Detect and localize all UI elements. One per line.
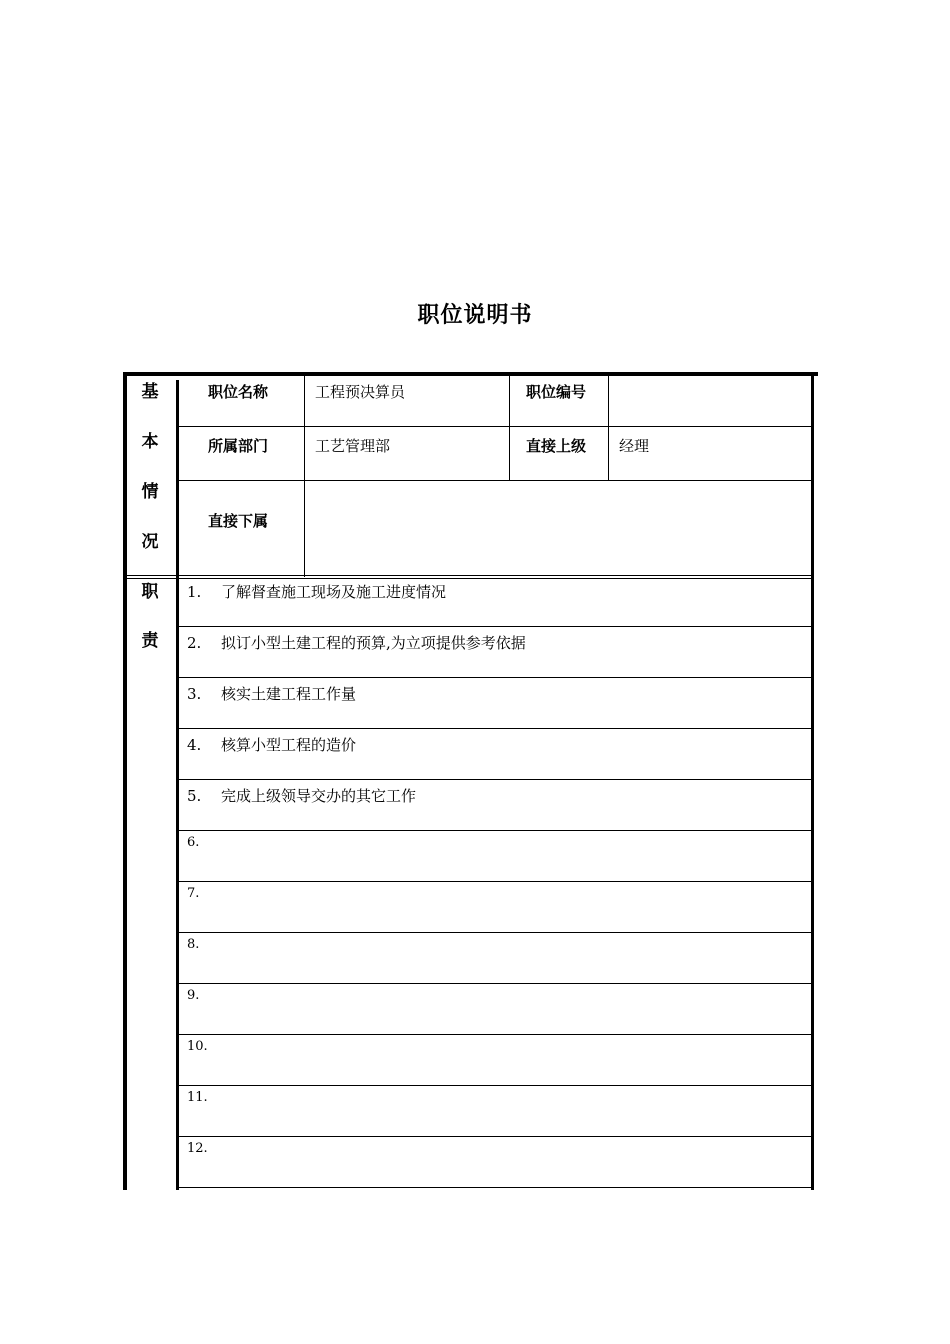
duty-text: 完成上级领导交办的其它工作 <box>221 787 417 805</box>
row-line <box>179 426 811 427</box>
section-label-duties-1: 职 <box>141 582 159 602</box>
duty-text: 拟订小型土建工程的预算,为立项提供参考依据 <box>221 634 526 652</box>
section-label-basic-2: 本 <box>141 432 159 452</box>
duty-row-line <box>179 830 811 831</box>
duty-number: 2. <box>187 634 202 652</box>
col-line <box>304 376 305 577</box>
duty-row-line <box>179 1136 811 1137</box>
duty-number: 3. <box>187 685 202 703</box>
position-no-label: 职位编号 <box>526 383 587 401</box>
duty-text: 核算小型工程的造价 <box>221 736 357 754</box>
duty-number: 12. <box>187 1141 208 1156</box>
right-border <box>811 372 814 1190</box>
supervisor-value: 经理 <box>619 437 650 455</box>
duty-number: 5. <box>187 787 202 805</box>
duty-number: 7. <box>187 886 200 901</box>
row-line <box>179 480 811 481</box>
duty-item-6 <box>187 833 221 853</box>
duty-row-line <box>179 1085 811 1086</box>
top-border <box>123 372 818 376</box>
duty-text: 核实土建工程工作量 <box>221 685 357 703</box>
supervisor-label: 直接上级 <box>526 437 587 455</box>
duty-text: 了解督查施工现场及施工进度情况 <box>221 583 447 601</box>
bottom-border <box>177 1187 814 1188</box>
duty-item-12 <box>187 1139 221 1159</box>
duty-number: 6. <box>187 835 200 850</box>
duty-number: 10. <box>187 1039 208 1054</box>
position-name-value: 工程预决算员 <box>315 383 406 401</box>
duty-item-11 <box>187 1088 221 1108</box>
job-description-form <box>123 372 818 1190</box>
document-title: 职位说明书 <box>417 303 533 328</box>
duty-item-4 <box>187 735 356 755</box>
duty-number: 8. <box>187 937 200 952</box>
section-label-basic-4: 况 <box>141 532 159 552</box>
duty-row-line <box>179 779 811 780</box>
position-name-label: 职位名称 <box>208 383 269 401</box>
section-separator <box>127 575 811 576</box>
duty-item-1 <box>187 582 446 602</box>
duty-item-9 <box>187 986 221 1006</box>
section-label-duties-2: 责 <box>141 631 159 651</box>
duty-number: 1. <box>187 583 202 601</box>
duty-row-line <box>179 728 811 729</box>
duty-item-8 <box>187 935 221 955</box>
duty-row-line <box>179 677 811 678</box>
duty-item-10 <box>187 1037 221 1057</box>
duty-row-line <box>179 881 811 882</box>
duty-number: 11. <box>187 1090 208 1105</box>
col-line <box>608 376 609 480</box>
duty-item-2 <box>187 633 526 653</box>
section-label-basic-1: 基 <box>141 382 159 402</box>
duty-row-line <box>179 1034 811 1035</box>
duty-item-5 <box>187 786 416 806</box>
duty-number: 4. <box>187 736 202 754</box>
duty-row-line <box>179 626 811 627</box>
col-line <box>509 376 510 480</box>
department-value: 工艺管理部 <box>315 437 391 455</box>
duty-row-line <box>179 932 811 933</box>
section-label-basic-3: 情 <box>141 482 159 502</box>
section-separator <box>127 578 811 579</box>
duty-item-7 <box>187 884 221 904</box>
duty-item-3 <box>187 684 356 704</box>
department-label: 所属部门 <box>208 437 269 455</box>
duty-number: 9. <box>187 988 200 1003</box>
duty-row-line <box>179 983 811 984</box>
subordinates-label: 直接下属 <box>208 512 269 530</box>
